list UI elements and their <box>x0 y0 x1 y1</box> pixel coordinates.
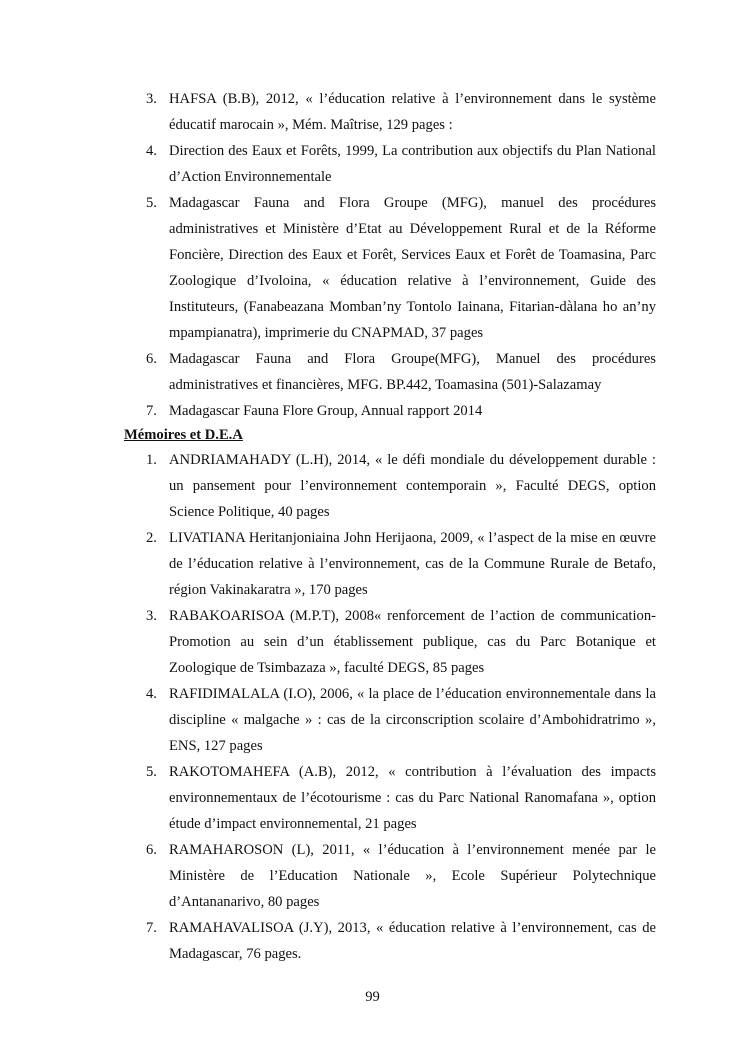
memoire-text: RABAKOARISOA (M.P.T), 2008« renforcement de l’action de communication- Promotion au sein d’un établissement publique, cas du Parc Botanique et Zoologique de Tsimbazaza », faculté DEGS, 85 pages <box>169 608 656 676</box>
reference-text: HAFSA (B.B), 2012, « l’éducation relative à l’environnement dans le système éducatif marocain », Mém. Maîtrise, 129 pages : <box>169 91 656 133</box>
reference-number: 7. <box>146 403 157 419</box>
memoire-number: 4. <box>146 686 157 702</box>
memoire-item <box>124 447 656 525</box>
memoire-number: 6. <box>146 842 157 858</box>
memoire-item <box>124 603 656 681</box>
section-heading-memoires: Mémoires et D.E.A <box>124 427 243 443</box>
reference-text: Direction des Eaux et Forêts, 1999, La contribution aux objectifs du Plan National d’Action Environnementale <box>169 143 656 185</box>
memoire-item <box>124 759 656 837</box>
memoires-list <box>124 447 656 967</box>
reference-item <box>124 190 656 346</box>
memoire-item <box>124 525 656 603</box>
memoire-text: RAMAHAROSON (L), 2011, « l’éducation à l’environnement menée par le Ministère de l’Education Nationale », Ecole Supérieur Polytechnique d’Antananarivo, 80 pages <box>169 842 656 910</box>
memoire-text: ANDRIAMAHADY (L.H), 2014, « le défi mondiale du développement durable : un pansement pour l’environnement contemporain », Faculté DEGS, option Science Politique, 40 pages <box>169 452 656 520</box>
reference-item <box>124 86 656 138</box>
memoire-item <box>124 837 656 915</box>
memoire-text: RAFIDIMALALA (I.O), 2006, « la place de l’éducation environnementale dans la discipline « malgache » : cas de la circonscription scolaire d’Ambohidratrimo », ENS, 127 pages <box>169 686 656 754</box>
memoire-item <box>124 681 656 759</box>
reference-text: Madagascar Fauna and Flora Groupe(MFG), Manuel des procédures administratives et financières, MFG. BP.442, Toamasina (501)-Salazamay <box>169 351 656 393</box>
reference-list <box>124 86 656 424</box>
reference-item <box>124 138 656 190</box>
page-number: 99 <box>365 989 380 1005</box>
memoire-text: LIVATIANA Heritanjoniaina John Herijaona, 2009, « l’aspect de la mise en œuvre de l’éducation relative à l’environnement, cas de la Commune Rurale de Betafo, région Vakinakaratra », 170 pages <box>169 530 656 598</box>
reference-item <box>124 398 656 424</box>
reference-number: 3. <box>146 91 157 107</box>
memoire-number: 2. <box>146 530 157 546</box>
reference-number: 5. <box>146 195 157 211</box>
memoire-text: RAKOTOMAHEFA (A.B), 2012, « contribution à l’évaluation des impacts environnementaux de l’écotourisme : cas du Parc National Ranomafana », option étude d’impact environnemental, 21 pages <box>169 764 656 832</box>
memoire-number: 1. <box>146 452 157 468</box>
memoire-text: RAMAHAVALISOA (J.Y), 2013, « éducation relative à l’environnement, cas de Madagascar, 76 pages. <box>169 920 656 962</box>
memoire-number: 7. <box>146 920 157 936</box>
reference-number: 4. <box>146 143 157 159</box>
memoire-number: 3. <box>146 608 157 624</box>
reference-text: Madagascar Fauna Flore Group, Annual rapport 2014 <box>169 403 483 419</box>
reference-item <box>124 346 656 398</box>
memoire-number: 5. <box>146 764 157 780</box>
reference-number: 6. <box>146 351 157 367</box>
memoire-item <box>124 915 656 967</box>
reference-text: Madagascar Fauna and Flora Groupe (MFG), manuel des procédures administratives et Ministère d’Etat au Développement Rural et de la Réforme Foncière, Direction des Eaux et Forêt, Services Eaux et Forêt de Toamasina, Parc Zoologique d’Ivoloina, « éducation relative à l’environnement, Guide des Instituteurs, (Fanabeazana Momban’ny Tontolo Iainana, Fitarian-dàlana ho an’ny mpampianatra), imprimerie du CNAPMAD, 37 pages <box>169 195 656 341</box>
